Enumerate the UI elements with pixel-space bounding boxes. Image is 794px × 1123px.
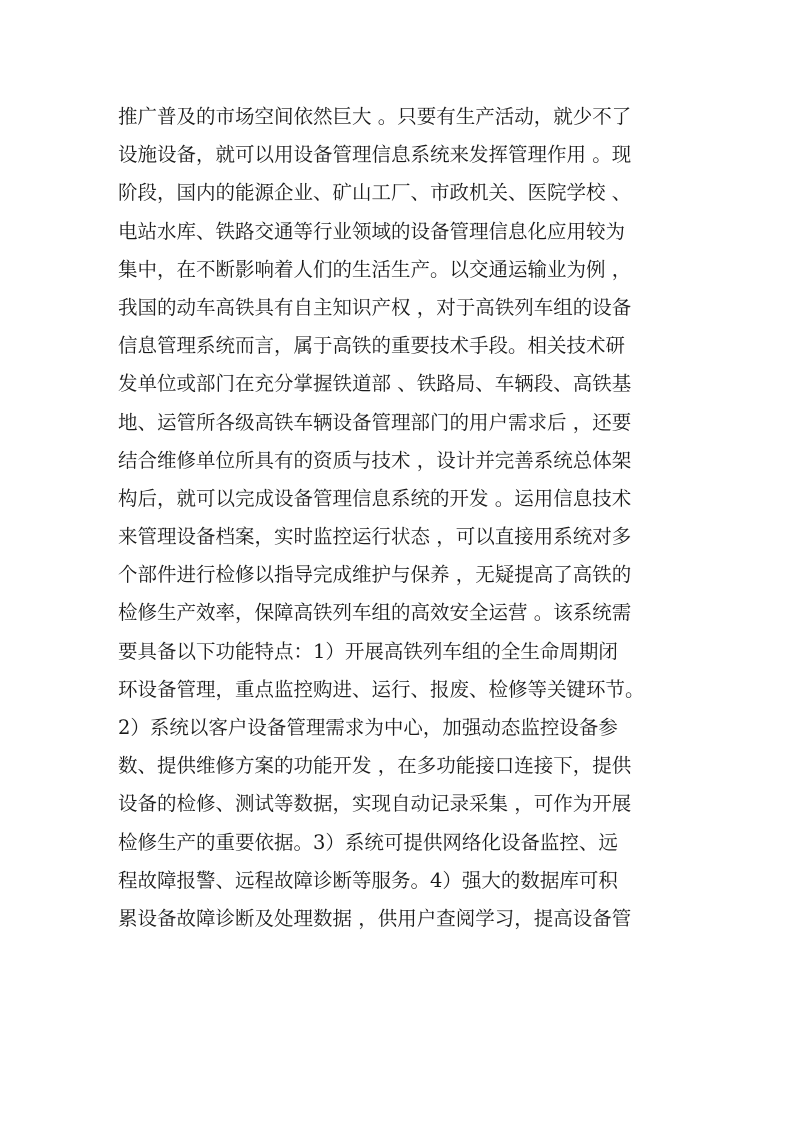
text-line: 2）系统以客户设备管理需求为中心，加强动态监控设备参	[118, 716, 618, 739]
body-text	[118, 98, 678, 938]
text-line: 信息管理系统而言，属于高铁的重要技术手段。相关技术研	[118, 334, 626, 358]
text-line: 数、提供维修方案的功能开发 ，在多功能接口连接下，提供	[118, 754, 632, 778]
text-line: 推广普及的市场空间依然巨大 。只要有生产活动，就少不了	[118, 105, 632, 128]
text-line: 设施设备，就可以用设备管理信息系统来发挥管理作用 。现	[118, 143, 632, 167]
text-line: 结合维修单位所具有的资质与技术 ，设计并完善系统总体架	[118, 448, 632, 472]
text-line: 电站水库、铁路交通等行业领域的设备管理信息化应用较为	[118, 219, 626, 243]
text-line: 设备的检修、测试等数据，实现自动记录采集 ，可作为开展	[118, 792, 632, 816]
text-line: 要具备以下功能特点：1）开展高铁列车组的全生命周期闭	[118, 639, 618, 663]
text-line: 来管理设备档案，实时监控运行状态 ，可以直接用系统对多	[118, 525, 632, 549]
text-line: 阶段，国内的能源企业、矿山工厂、市政机关、医院学校 、	[118, 181, 632, 205]
text-line: 地、运管所各级高铁车辆设备管理部门的用户需求后 ，还要	[118, 410, 632, 434]
text-line: 集中，在不断影响着人们的生活生产。以交通运输业为例 ，	[118, 257, 632, 281]
text-line: 我国的动车高铁具有自主知识产权 ，对于高铁列车组的设备	[118, 295, 632, 319]
text-line: 程故障报警、远程故障诊断等服务。4）强大的数据库可积	[118, 868, 618, 892]
text-line: 发单位或部门在充分掌握铁道部 、铁路局、车辆段、高铁基	[118, 372, 632, 396]
text-line: 个部件进行检修以指导完成维护与保养 ，无疑提高了高铁的	[118, 563, 632, 587]
text-line: 检修生产效率，保障高铁列车组的高效安全运营 。该系统需	[118, 601, 632, 625]
text-line: 环设备管理，重点监控购进、运行、报废、检修等关键环节。	[118, 677, 645, 701]
text-line: 累设备故障诊断及处理数据 ，供用户查阅学习，提高设备管	[118, 906, 632, 930]
text-line: 检修生产的重要依据。3）系统可提供网络化设备监控、远	[118, 830, 618, 854]
text-line: 构后，就可以完成设备管理信息系统的开发 。运用信息技术	[118, 486, 632, 510]
